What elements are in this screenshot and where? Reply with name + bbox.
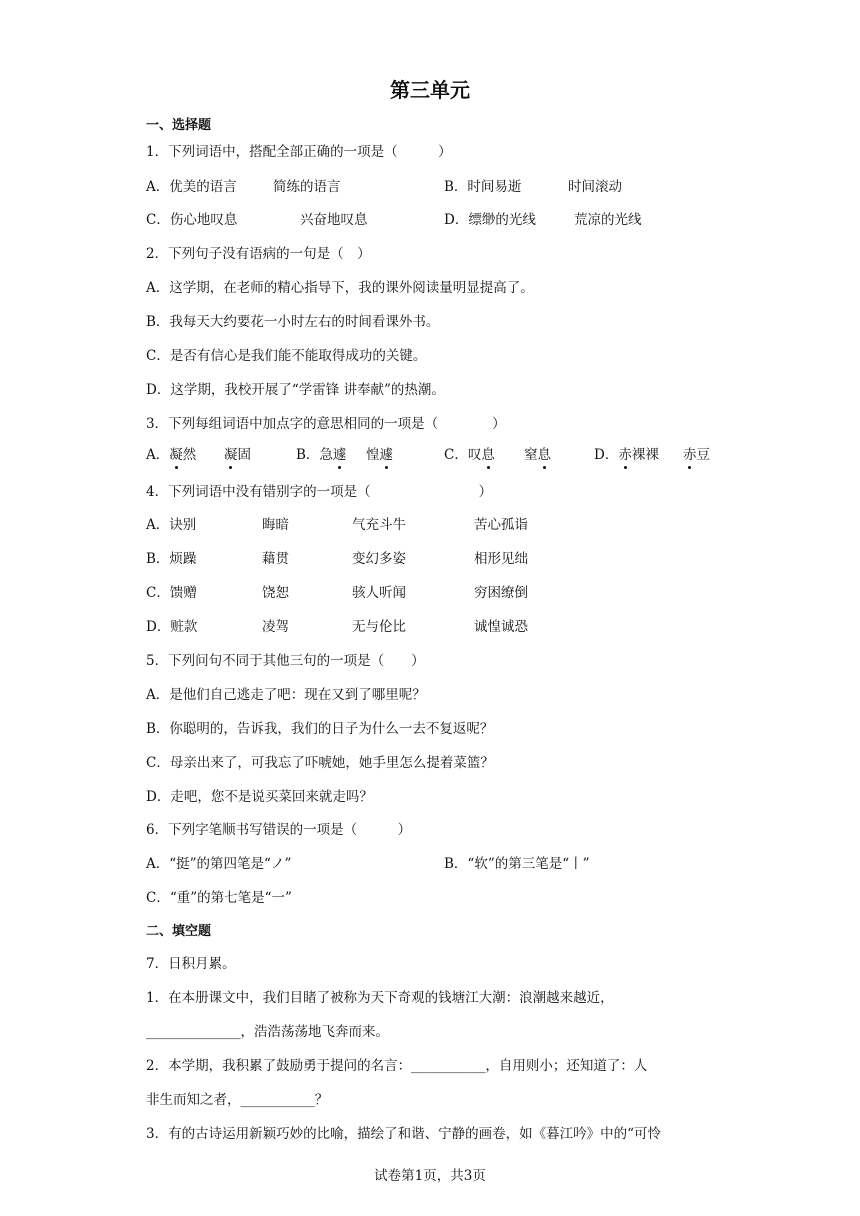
question-1-stem: 1．下列词语中，搭配全部正确的一项是（ ） [146, 144, 452, 160]
q6-option-a: A．“挺”的第四笔是“ノ” [146, 856, 292, 872]
plain-char: 急 [319, 447, 333, 463]
section-heading-fill: 二、填空题 [146, 924, 212, 939]
plain-char: 固 [237, 447, 251, 463]
plain-char: 惶 [366, 447, 380, 463]
q2-option-a: A．这学期，在老师的精心指导下，我的课外阅读量明显提高了。 [146, 280, 534, 296]
section-heading-choice: 一、选择题 [146, 118, 212, 133]
q1-option-a-1: A．优美的语言 [146, 179, 237, 195]
question-4-stem: 4．下列词语中没有错别字的一项是（ ） [146, 484, 493, 500]
plain-char: 豆 [696, 447, 710, 463]
dotted-char: 遽 [333, 443, 347, 463]
q3-option-c [444, 443, 495, 463]
q3-option-d [594, 443, 659, 463]
q7-line-5: 3．有的古诗运用新颖巧妙的比喻，描绘了和谐、宁静的画卷，如《暮江吟》中的“可怜 [146, 1126, 661, 1142]
q4-row-d-3: 无与伦比 [352, 619, 406, 635]
q4-row-a-3: 气充斗牛 [352, 517, 406, 533]
q7-line-2: ______________，浩浩荡荡地飞奔而来。 [146, 1024, 389, 1040]
q4-row-b-1: B．烦躁 [146, 551, 197, 567]
q6-option-b: B．“软”的第三笔是“丨” [444, 856, 590, 872]
question-3-stem: 3．下列每组词语中加点字的意思相同的一项是（ ） [146, 416, 506, 432]
q4-row-b-2: 藉贯 [262, 551, 289, 567]
plain-char: 裸裸 [631, 447, 659, 463]
q6-option-c: C．“重”的第七笔是“一” [146, 890, 292, 906]
q2-option-b: B．我每天大约要花一小时左右的时间看课外书。 [146, 314, 440, 330]
q3-option-b [296, 443, 346, 463]
q7-line-1: 1．在本册课文中，我们目睹了被称为天下奇观的钱塘江大潮：浪潮越来越近， [146, 990, 614, 1006]
q3-option-a [146, 443, 196, 463]
q1-option-d-1: D．缥缈的光线 [444, 212, 536, 228]
q5-option-b: B．你聪明的，告诉我，我们的日子为什么一去不复返呢？ [146, 721, 494, 737]
q1-option-c-1: C．伤心地叹息 [146, 212, 238, 228]
q3-label-a: A． [146, 447, 170, 463]
question-2-stem: 2．下列句子没有语病的一句是（ ） [146, 246, 371, 262]
dotted-char: 凝 [169, 443, 183, 463]
q4-row-d-4: 诚惶诚恐 [474, 619, 528, 635]
question-5-stem: 5．下列问句不同于其他三句的一项是（ ） [146, 653, 425, 669]
dotted-char: 息 [481, 443, 495, 463]
q1-option-b-1: B．时间易逝 [444, 179, 522, 195]
q3-label-b: B． [296, 447, 320, 463]
page-title: 第三单元 [390, 78, 470, 102]
q3-option-d-2 [683, 443, 710, 463]
q3-option-b-2 [366, 443, 393, 463]
q4-row-a-4: 苦心孤诣 [474, 517, 528, 533]
dotted-char: 凝 [224, 443, 238, 463]
q1-option-c-2: 兴奋地叹息 [300, 212, 368, 228]
dotted-char: 赤 [618, 443, 632, 463]
q4-row-c-1: C．馈赠 [146, 585, 197, 601]
q3-label-c: C． [444, 447, 468, 463]
q3-option-a-2 [224, 443, 251, 463]
q4-row-d-2: 凌驾 [262, 619, 289, 635]
q2-option-c: C．是否有信心是我们能不能取得成功的关键。 [146, 348, 427, 364]
dotted-char: 遽 [380, 443, 394, 463]
q4-row-a-1: A．诀别 [146, 517, 197, 533]
question-7-stem: 7．日积月累。 [146, 956, 236, 972]
dotted-char: 息 [538, 443, 552, 463]
plain-char: 窒 [524, 447, 538, 463]
plain-char: 叹 [467, 447, 482, 463]
q4-row-a-2: 晦暗 [262, 517, 289, 533]
q4-row-d-1: D．赃款 [146, 619, 198, 635]
q2-option-d: D．这学期，我校开展了“学雷锋 讲奉献”的热潮。 [146, 382, 445, 398]
q1-option-b-2: 时间滚动 [568, 179, 622, 195]
q1-option-d-2: 荒凉的光线 [574, 212, 642, 228]
dotted-char: 赤 [683, 443, 697, 463]
plain-char: 然 [182, 447, 197, 463]
q1-option-a-2: 简练的语言 [273, 179, 341, 195]
question-6-stem: 6．下列字笔顺书写错误的一项是（ ） [146, 822, 412, 838]
q4-row-b-4: 相形见绌 [474, 551, 528, 567]
q4-row-c-3: 骇人听闻 [352, 585, 406, 601]
q5-option-c: C．母亲出来了，可我忘了吓唬她，她手里怎么提着菜篮？ [146, 755, 494, 771]
q4-row-b-3: 变幻多姿 [352, 551, 406, 567]
q7-line-4: 非生而知之者，___________？ [146, 1092, 329, 1108]
q7-line-3: 2．本学期，我积累了鼓励勇于提问的名言：___________，自用则小；还知道了：人 [146, 1058, 648, 1074]
q5-option-a: A．是他们自己逃走了吧：现在又到了哪里呢？ [146, 687, 426, 703]
q5-option-d: D．走吧，您不是说买菜回来就走吗？ [146, 789, 373, 805]
q4-row-c-2: 饶恕 [262, 585, 289, 601]
q3-label-d: D． [594, 447, 619, 463]
q3-option-c-2 [524, 443, 551, 463]
page-footer: 试卷第1页，共3页 [374, 1168, 486, 1184]
q4-row-c-4: 穷困缭倒 [474, 585, 528, 601]
